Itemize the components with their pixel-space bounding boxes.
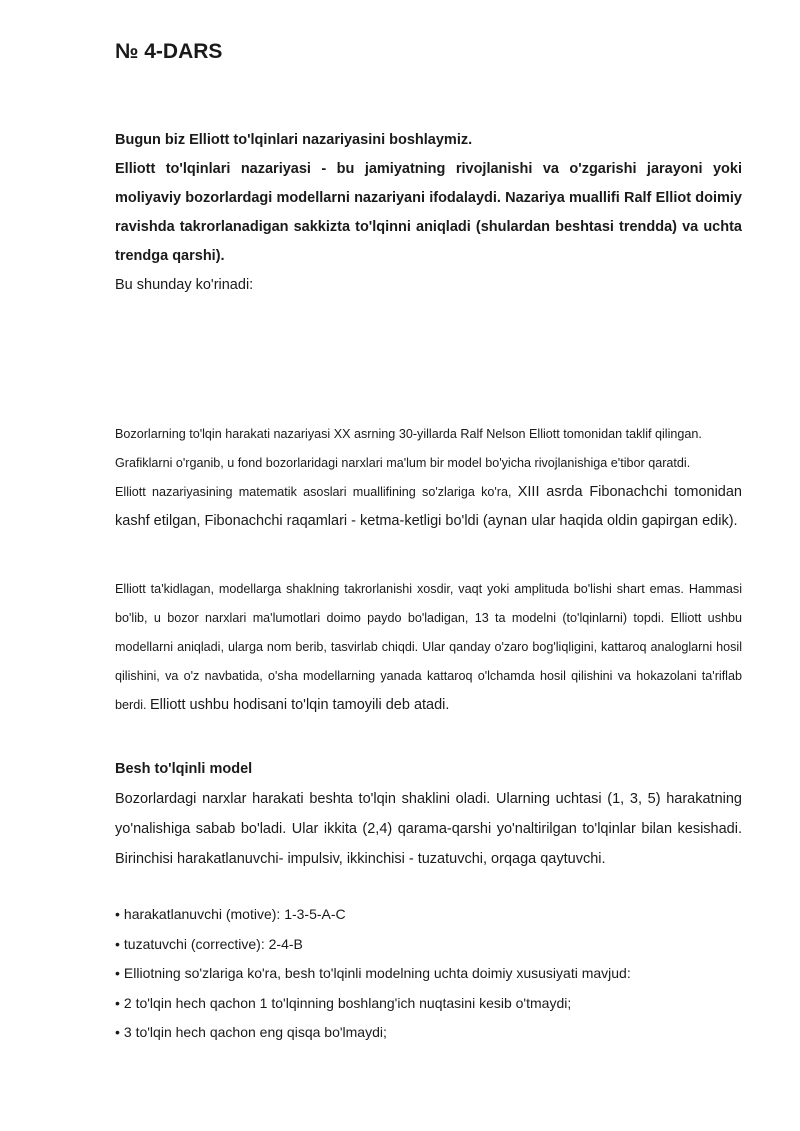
intro-section xyxy=(115,126,742,300)
list-item: • tuzatuvchi (corrective): 2-4-B xyxy=(115,930,742,960)
pattern-section xyxy=(115,575,742,720)
bullet-list xyxy=(115,900,742,1048)
intro-looks-like: Bu shunday ko'rinadi: xyxy=(115,277,254,293)
pattern-conclusion: Elliott ushbu hodisani to'lqin tamoyili deb atadi. xyxy=(150,697,450,713)
history-line-2: Grafiklarni o'rganib, u fond bozorlaridagi narxlari ma'lum bir model bo'yicha rivojlanishiga e'tibor qaratdi. xyxy=(115,456,691,470)
model-heading: Besh to'lqinli model xyxy=(115,761,253,777)
history-line-1: Bozorlarning to'lqin harakati nazariyasi XX asrning 30-yillarda Ralf Nelson Elliott tomonidan taklif qilingan. xyxy=(115,427,702,441)
pattern-paragraph xyxy=(115,575,742,720)
list-item: • Elliotning so'zlariga ko'ra, besh to'lqinli modelning uchta doimiy xususiyati mavjud: xyxy=(115,959,742,989)
page-title: № 4-DARS xyxy=(115,40,223,63)
model-section xyxy=(115,754,742,874)
list-item: • 2 to'lqin hech qachon 1 to'lqinning boshlang'ich nuqtasini kesib o'tmaydi; xyxy=(115,989,742,1019)
model-text: Bozorlardagi narxlar harakati beshta to'lqin shaklini oladi. Ularning uchtasi (1, 3, 5) harakatning yo'nalishiga sabab bo'ladi. Ular ikkita (2,4) qarama-qarshi yo'naltirilgan to'lqinlar bilan kesishadi. Birinchisi harakatlanuvchi- impulsiv, ikkinchisi - tuzatuvchi, orqaga qaytuvchi. xyxy=(115,791,742,867)
list-item: • harakatlanuvchi (motive): 1-3-5-A-C xyxy=(115,900,742,930)
intro-definition: Elliott to'lqinlari nazariyasi - bu jamiyatning rivojlanishi va o'zgarishi jarayoni yoki moliyaviy bozorlardagi modellarni nazariyani ifodalaydi. Nazariya muallifi Ralf Elliot doimiy ravishda takrorlanadigan sakkizta to'lqinni aniqladi (shulardan beshtasi trendda) va uchta trendga qarshi). xyxy=(115,161,742,264)
history-line-3-big: XIII asrda Fibonachchi tomonidan kashf etilgan, Fibonachchi raqamlari - ketma-ketligi bo'ldi (aynan ular haqida oldin gapirgan edik). xyxy=(115,484,742,529)
history-line-3 xyxy=(115,478,742,536)
history-line-3-small: Elliott nazariyasining matematik asoslari muallifining so'zlariga ko'ra, xyxy=(115,485,518,499)
pattern-text: Elliott ta'kidlagan, modellarga shaklning takrorlanishi xosdir, vaqt yoki amplituda bo'lishi shart emas. Hammasi bo'lib, u bozor narxlari ma'lumotlari doimo paydo bo'ladigan, 13 ta modelni (to'lqinlarni) topdi. Elliott ushbu modellarni aniqladi, ularga nom berib, tasvirlab chiqdi. Ular qanday o'zaro bog'liqligini, kattaroq analoglarni hosil qilishini, va o'z navbatida, o'sha modellarning yanada kattaroq o'lchamda hosil qilishini va hokazolani ta'riflab berdi. xyxy=(115,582,742,712)
history-section xyxy=(115,420,742,536)
list-item: • 3 to'lqin hech qachon eng qisqa bo'lmaydi; xyxy=(115,1018,742,1048)
intro-lead: Bugun biz Elliott to'lqinlari nazariyasini boshlaymiz. xyxy=(115,132,473,148)
